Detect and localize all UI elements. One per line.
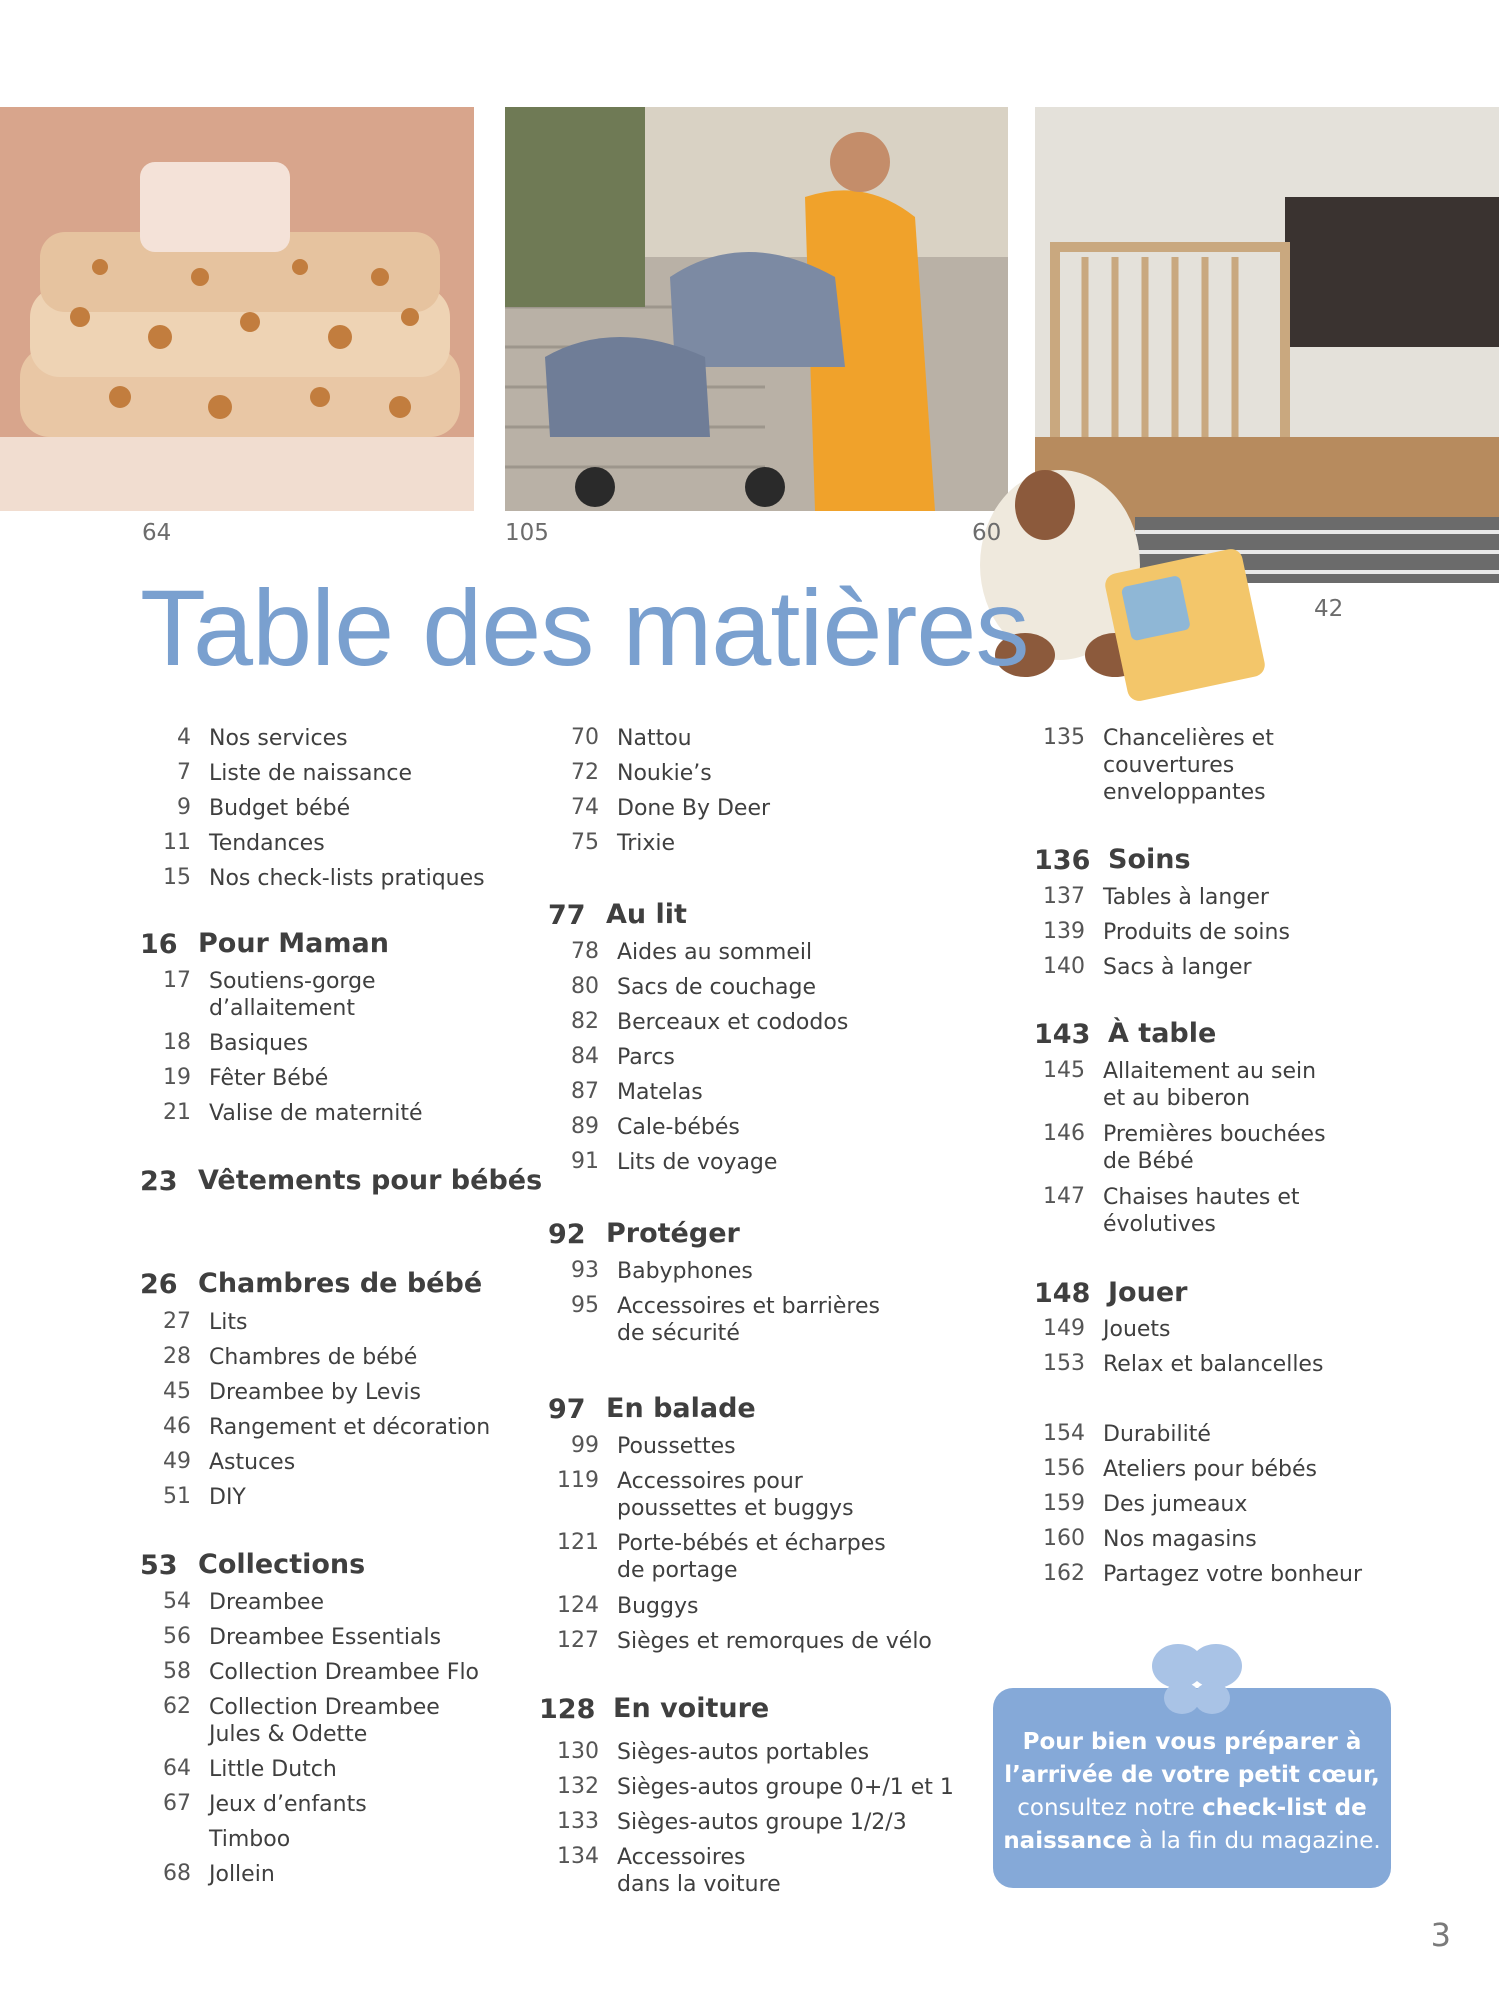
toc-section-page: 97 xyxy=(548,1394,586,1425)
toc-item[interactable] xyxy=(548,795,770,822)
toc-item[interactable] xyxy=(140,1756,337,1783)
toc-item[interactable] xyxy=(548,1530,886,1584)
toc-label: Jollein xyxy=(209,1862,275,1887)
toc-page: 9 xyxy=(177,795,191,820)
toc-label: Nos check-lists pratiques xyxy=(209,866,485,891)
toc-item[interactable] xyxy=(1034,1491,1247,1518)
toc-label: Chambres de bébé xyxy=(209,1345,418,1370)
toc-section-heading[interactable] xyxy=(1034,1019,1216,1050)
toc-label: Jouets xyxy=(1103,1317,1171,1342)
toc-label xyxy=(617,1293,880,1347)
toc-page: 145 xyxy=(1043,1058,1085,1083)
toc-label: Dreambee by Levis xyxy=(209,1380,421,1405)
toc-page: 154 xyxy=(1043,1421,1085,1446)
toc-label: Little Dutch xyxy=(209,1757,337,1782)
toc-item[interactable] xyxy=(548,1079,703,1106)
toc-section-label: Vêtements pour bébés xyxy=(198,1165,543,1196)
toc-label: Berceaux et cododos xyxy=(617,1010,849,1035)
toc-page: 56 xyxy=(163,1624,191,1649)
toc-item[interactable] xyxy=(140,1065,328,1092)
toc-label: Lits xyxy=(209,1310,248,1335)
toc-label-line: et au biberon xyxy=(1103,1086,1251,1111)
toc-label: Produits de soins xyxy=(1103,920,1290,945)
toc-page: 127 xyxy=(557,1628,599,1653)
toc-item[interactable] xyxy=(1034,954,1252,981)
toc-label: Fêter Bébé xyxy=(209,1066,329,1091)
photo-caption-3: 60 xyxy=(972,520,1002,546)
toc-label-line: Accessoires et barrières xyxy=(617,1294,880,1319)
toc-label xyxy=(1103,1058,1316,1112)
toc-item[interactable] xyxy=(548,760,712,787)
toc-label: Matelas xyxy=(617,1080,703,1105)
toc-page: 68 xyxy=(163,1861,191,1886)
toc-label: Dreambee xyxy=(209,1590,324,1615)
toc-label-line: Chancelières et xyxy=(1103,726,1274,751)
toc-item[interactable] xyxy=(1034,1121,1326,1175)
toc-item[interactable] xyxy=(140,1861,275,1888)
callout-line: à la fin du magazine. xyxy=(1131,1828,1381,1854)
toc-item[interactable] xyxy=(548,1774,954,1801)
toc-section-heading[interactable] xyxy=(140,1269,482,1300)
toc-page: 153 xyxy=(1043,1351,1085,1376)
toc-section-heading[interactable] xyxy=(548,900,687,931)
toc-item[interactable] xyxy=(1034,919,1290,946)
callout-emphasis: naissance xyxy=(1003,1828,1132,1854)
toc-label: Budget bébé xyxy=(209,796,351,821)
toc-label: Valise de maternité xyxy=(209,1101,423,1126)
toc-page: 91 xyxy=(571,1149,599,1174)
toc-item[interactable] xyxy=(140,760,412,787)
toc-page: 130 xyxy=(557,1739,599,1764)
toc-item[interactable] xyxy=(548,1044,675,1071)
toc-label: Astuces xyxy=(209,1450,296,1475)
toc-section-label: Protéger xyxy=(606,1218,740,1249)
toc-page: 7 xyxy=(177,760,191,785)
toc-label: Tendances xyxy=(209,831,325,856)
toc-page: 72 xyxy=(571,760,599,785)
toc-label: Parcs xyxy=(617,1045,675,1070)
callout-line: Pour bien vous préparer à xyxy=(1022,1729,1362,1755)
page-title: Table des matières xyxy=(140,567,1029,688)
toc-item[interactable] xyxy=(548,974,816,1001)
toc-item[interactable] xyxy=(548,1114,740,1141)
toc-section-heading[interactable] xyxy=(140,929,389,960)
toc-section-label: En balade xyxy=(606,1393,756,1424)
toc-page: 135 xyxy=(1043,725,1085,750)
toc-label-line: Allaitement au sein xyxy=(1103,1059,1317,1084)
toc-page: 80 xyxy=(571,974,599,999)
toc-item[interactable] xyxy=(548,1844,781,1898)
toc-label xyxy=(1103,725,1274,806)
toc-label: Sièges et remorques de vélo xyxy=(617,1629,932,1654)
toc-label-line: Porte-bébés et écharpes xyxy=(617,1531,886,1556)
toc-item[interactable] xyxy=(140,1484,246,1511)
toc-label: Babyphones xyxy=(617,1259,753,1284)
toc-page: 15 xyxy=(163,865,191,890)
toc-section-heading[interactable] xyxy=(1034,845,1191,876)
toc-page: 46 xyxy=(163,1414,191,1439)
toc-item[interactable] xyxy=(140,830,325,857)
toc-label: Durabilité xyxy=(1103,1422,1211,1447)
toc-section-page: 92 xyxy=(548,1219,586,1250)
toc-section-heading[interactable] xyxy=(1034,1278,1187,1309)
toc-label xyxy=(209,1694,440,1748)
toc-page: 62 xyxy=(163,1694,191,1719)
toc-section-label: Soins xyxy=(1108,844,1191,875)
toc-section-page: 53 xyxy=(140,1550,178,1581)
stroller-photo xyxy=(505,107,1008,511)
toc-section-label: Chambres de bébé xyxy=(198,1268,483,1299)
toc-item[interactable] xyxy=(1034,1456,1317,1483)
toc-item[interactable] xyxy=(140,1694,440,1748)
toc-item[interactable] xyxy=(548,1593,698,1620)
toc-label-line: Timboo xyxy=(209,1827,291,1852)
toc-label-line: de portage xyxy=(617,1558,738,1583)
toc-item[interactable] xyxy=(140,968,376,1022)
toc-page: 149 xyxy=(1043,1316,1085,1341)
toc-page: 21 xyxy=(163,1100,191,1125)
toc-page: 27 xyxy=(163,1309,191,1334)
callout-emphasis: check-list de xyxy=(1202,1795,1367,1821)
toc-section-label: Collections xyxy=(198,1549,366,1580)
photo-caption-1: 64 xyxy=(142,520,172,546)
toc-item[interactable] xyxy=(140,1344,417,1371)
toc-page: 160 xyxy=(1043,1526,1085,1551)
toc-label: Liste de naissance xyxy=(209,761,412,786)
toc-label-line: Chaises hautes et xyxy=(1103,1185,1300,1210)
toc-section-page: 23 xyxy=(140,1166,178,1197)
toc-item[interactable] xyxy=(140,1659,479,1686)
toc-label-line: Accessoires pour xyxy=(617,1469,803,1494)
toc-label xyxy=(1103,1184,1300,1238)
toc-page: 93 xyxy=(571,1258,599,1283)
toc-item[interactable] xyxy=(548,1433,736,1460)
toc-label: Cale-bébés xyxy=(617,1115,740,1140)
toc-page: 162 xyxy=(1043,1561,1085,1586)
toc-item[interactable] xyxy=(548,1258,753,1285)
toc-label xyxy=(617,1530,886,1584)
toc-item[interactable] xyxy=(548,725,692,752)
toc-section-heading[interactable] xyxy=(140,1550,365,1581)
toc-page: 133 xyxy=(557,1809,599,1834)
toc-item[interactable] xyxy=(140,1589,324,1616)
toc-item[interactable] xyxy=(1034,1421,1211,1448)
toc-item[interactable] xyxy=(1034,884,1269,911)
toc-page: 64 xyxy=(163,1756,191,1781)
toc-label-line: couvertures xyxy=(1103,753,1235,778)
toc-label: Rangement et décoration xyxy=(209,1415,491,1440)
toc-section-label: Jouer xyxy=(1108,1277,1188,1308)
toc-label: Sièges-autos groupe 0+/1 et 1 xyxy=(617,1775,954,1800)
toc-section-page: 136 xyxy=(1034,845,1091,876)
toc-label: Sièges-autos portables xyxy=(617,1740,870,1765)
toc-label: Sacs de couchage xyxy=(617,975,817,1000)
toc-label: Trixie xyxy=(617,831,676,856)
toc-section-label: Pour Maman xyxy=(198,928,389,959)
toc-section-heading[interactable] xyxy=(140,1166,542,1197)
toc-item[interactable] xyxy=(548,1809,907,1836)
toc-page: 87 xyxy=(571,1079,599,1104)
toc-label xyxy=(617,1468,854,1522)
toc-page: 99 xyxy=(571,1433,599,1458)
toc-page: 78 xyxy=(571,939,599,964)
toc-label-line: évolutives xyxy=(1103,1212,1216,1237)
toc-page: 137 xyxy=(1043,884,1085,909)
toc-label: Nos services xyxy=(209,726,348,751)
toc-item[interactable] xyxy=(548,1739,869,1766)
toc-item[interactable] xyxy=(548,830,675,857)
butterfly-icon xyxy=(1150,1640,1244,1720)
toc-section-label: Au lit xyxy=(606,899,687,930)
toc-label-line: Jeux d’enfants xyxy=(209,1792,367,1817)
blankets-photo xyxy=(0,107,474,511)
toc-page: 74 xyxy=(571,795,599,820)
callout-line: consultez notre xyxy=(1017,1795,1203,1821)
toc-label-line: Accessoires xyxy=(617,1845,746,1870)
toc-item[interactable] xyxy=(140,1100,422,1127)
toc-label: Done By Deer xyxy=(617,796,771,821)
toc-page: 17 xyxy=(163,968,191,993)
toc-label-line: poussettes et buggys xyxy=(617,1496,854,1521)
toc-page: 156 xyxy=(1043,1456,1085,1481)
toc-label: Collection Dreambee Flo xyxy=(209,1660,480,1685)
toc-item[interactable] xyxy=(140,725,348,752)
toc-page: 147 xyxy=(1043,1184,1085,1209)
toc-item[interactable] xyxy=(548,939,812,966)
toc-page: 159 xyxy=(1043,1491,1085,1516)
toc-section-label: À table xyxy=(1108,1018,1217,1049)
toc-label: Lits de voyage xyxy=(617,1150,778,1175)
toc-item[interactable] xyxy=(548,1149,777,1176)
toc-item[interactable] xyxy=(1034,725,1274,806)
toc-page: 49 xyxy=(163,1449,191,1474)
toc-item[interactable] xyxy=(140,1379,421,1406)
toc-label: Sièges-autos groupe 1/2/3 xyxy=(617,1810,907,1835)
toc-item[interactable] xyxy=(1034,1316,1171,1343)
toc-item[interactable] xyxy=(548,1628,932,1655)
toc-label: Buggys xyxy=(617,1594,699,1619)
toc-label-line: Premières bouchées xyxy=(1103,1122,1326,1147)
toc-label-line: enveloppantes xyxy=(1103,780,1266,805)
toc-label-line: de Bébé xyxy=(1103,1149,1194,1174)
toc-section-page: 143 xyxy=(1034,1019,1091,1050)
toc-label: Tables à langer xyxy=(1103,885,1269,910)
toc-section-heading[interactable] xyxy=(539,1694,769,1725)
toc-label xyxy=(1103,1121,1326,1175)
toc-page: 84 xyxy=(571,1044,599,1069)
toc-item[interactable] xyxy=(140,795,350,822)
toc-page: 54 xyxy=(163,1589,191,1614)
toc-page: 119 xyxy=(557,1468,599,1493)
photo-caption-2: 105 xyxy=(505,520,549,546)
toc-page: 51 xyxy=(163,1484,191,1509)
toc-label: Noukie’s xyxy=(617,761,712,786)
toc-item[interactable] xyxy=(140,865,485,892)
toc-page: 58 xyxy=(163,1659,191,1684)
toc-label xyxy=(617,1844,781,1898)
toc-label-line: Soutiens-gorge xyxy=(209,969,376,994)
toc-page: 82 xyxy=(571,1009,599,1034)
toc-page: 45 xyxy=(163,1379,191,1404)
toc-label: Dreambee Essentials xyxy=(209,1625,442,1650)
toc-item[interactable] xyxy=(1034,1351,1323,1378)
toc-label: Basiques xyxy=(209,1031,309,1056)
toc-label: Sacs à langer xyxy=(1103,955,1252,980)
toc-page: 18 xyxy=(163,1030,191,1055)
toc-page: 132 xyxy=(557,1774,599,1799)
toc-page: 89 xyxy=(571,1114,599,1139)
toc-label-line: de sécurité xyxy=(617,1321,740,1346)
toc-label-line: dans la voiture xyxy=(617,1872,781,1897)
toc-label: Nos magasins xyxy=(1103,1527,1257,1552)
toc-item[interactable] xyxy=(548,1468,854,1522)
toc-section-page: 128 xyxy=(539,1694,596,1725)
toc-item[interactable] xyxy=(548,1293,880,1347)
toc-item[interactable] xyxy=(1034,1184,1300,1238)
toc-label-line: d’allaitement xyxy=(209,996,355,1021)
toc-label: Aides au sommeil xyxy=(617,940,813,965)
toc-section-page: 77 xyxy=(548,900,586,931)
toc-page: 121 xyxy=(557,1530,599,1555)
toc-page: 28 xyxy=(163,1344,191,1369)
toc-label xyxy=(209,1791,367,1853)
toc-page: 70 xyxy=(571,725,599,750)
toc-item[interactable] xyxy=(140,1030,308,1057)
toc-label: Nattou xyxy=(617,726,692,751)
toc-page: 11 xyxy=(163,830,191,855)
toc-page: 124 xyxy=(557,1593,599,1618)
toc-item[interactable] xyxy=(548,1009,848,1036)
toc-label-line: Collection Dreambee xyxy=(209,1695,440,1720)
photo-caption-4: 42 xyxy=(1314,596,1344,622)
toc-label: Partagez votre bonheur xyxy=(1103,1562,1362,1587)
toc-label: Ateliers pour bébés xyxy=(1103,1457,1317,1482)
toc-page: 75 xyxy=(571,830,599,855)
toc-page: 140 xyxy=(1043,954,1085,979)
toc-item[interactable] xyxy=(140,1791,367,1853)
callout-line: l’arrivée de votre petit cœur, xyxy=(1004,1762,1380,1788)
toc-page: 19 xyxy=(163,1065,191,1090)
toc-section-page: 148 xyxy=(1034,1278,1091,1309)
toc-section-page: 26 xyxy=(140,1269,178,1300)
toc-page: 67 xyxy=(163,1791,191,1816)
toc-section-page: 16 xyxy=(140,929,178,960)
toc-label: Des jumeaux xyxy=(1103,1492,1248,1517)
toc-section-heading[interactable] xyxy=(548,1219,740,1250)
toc-item[interactable] xyxy=(1034,1561,1362,1588)
toc-label: DIY xyxy=(209,1485,246,1510)
toc-label: Relax et balancelles xyxy=(1103,1352,1324,1377)
page-number: 3 xyxy=(1430,1916,1451,1954)
toc-section-label: En voiture xyxy=(613,1693,770,1724)
toc-page: 146 xyxy=(1043,1121,1085,1146)
toc-item[interactable] xyxy=(140,1414,490,1441)
toc-item[interactable] xyxy=(140,1624,441,1651)
toc-page: 139 xyxy=(1043,919,1085,944)
toc-section-heading[interactable] xyxy=(548,1394,756,1425)
toc-label: Poussettes xyxy=(617,1434,736,1459)
toc-label xyxy=(209,968,376,1022)
toc-item[interactable] xyxy=(1034,1526,1257,1553)
toc-page: 134 xyxy=(557,1844,599,1869)
toc-page: 4 xyxy=(177,725,191,750)
callout-text xyxy=(993,1726,1391,1858)
toc-page: 95 xyxy=(571,1293,599,1318)
toc-item[interactable] xyxy=(1034,1058,1316,1112)
toc-item[interactable] xyxy=(140,1309,247,1336)
toc-label-line: Jules & Odette xyxy=(209,1722,368,1747)
toc-item[interactable] xyxy=(140,1449,295,1476)
